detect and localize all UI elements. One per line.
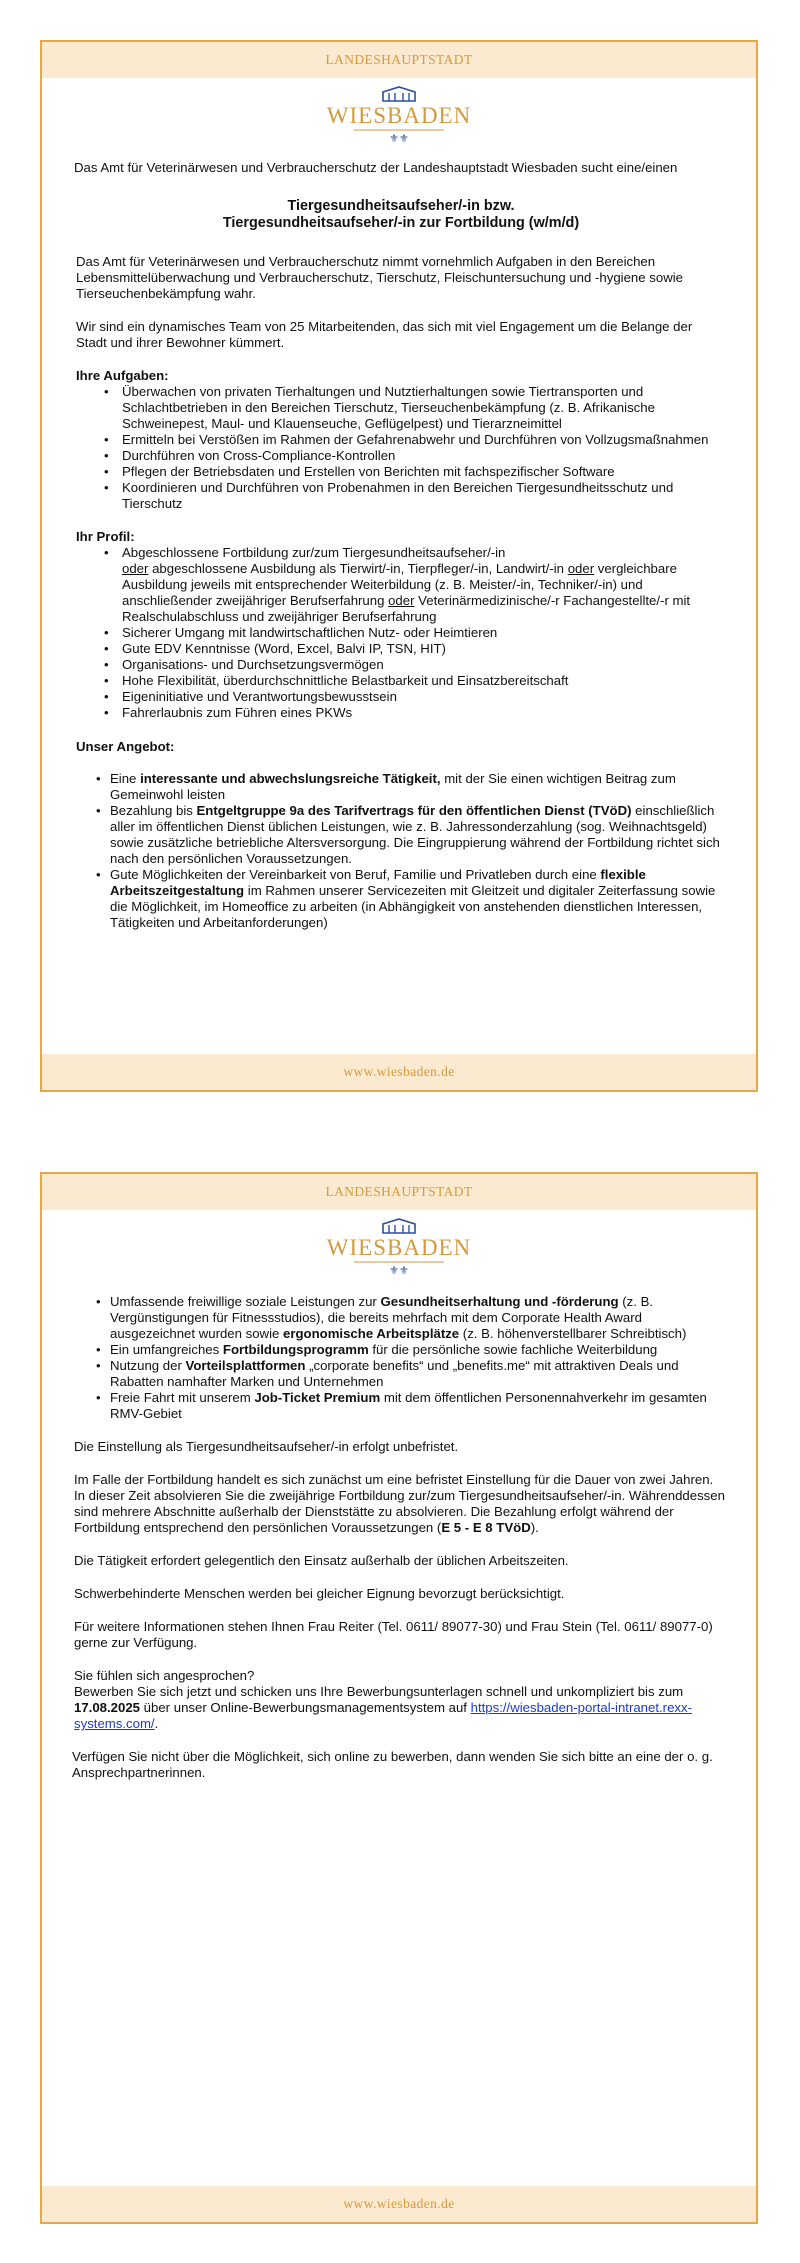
profile-first-a: Abgeschlossene Fortbildung zur/zum Tiergesundheitsaufseher/-in bbox=[122, 545, 506, 560]
profile-first-b: abgeschlossene Ausbildung als Tierwirt/-in, Tierpfleger/-in, Landwirt/-in bbox=[148, 561, 568, 576]
offer-title: Unser Angebot: bbox=[76, 739, 175, 754]
or-underlined: oder bbox=[388, 593, 415, 608]
offline-text: Verfügen Sie nicht über die Möglichkeit, sich online zu bewerben, dann wenden Sie sich bitte an eine der o. g. Ansprechpartnerinnen. bbox=[72, 1749, 713, 1780]
page-2 bbox=[40, 1172, 758, 2224]
offer-highlight: Fortbildungsprogramm bbox=[222, 1342, 369, 1357]
list-item: • Pflegen der Betriebsdaten und Erstellen von Berichten mit fachspezifischer Software bbox=[122, 464, 726, 480]
apply-main-2: über unser Online-Bewerbungsmanagementsystem auf bbox=[140, 1700, 471, 1715]
about-text: Das Amt für Veterinärwesen und Verbraucherschutz nimmt vornehmlich Aufgaben in den Bereichen Lebensmittelüberwachung und Verbraucherschutz, Tierschutz, Fleischuntersuchung und -hygiene sowie Tierseuchenbekämpfung wahr. bbox=[76, 254, 683, 301]
list-item bbox=[110, 771, 726, 803]
offer-text: für die persönliche sowie fachliche Weiterbildung bbox=[368, 1342, 658, 1357]
apply-question: Sie fühlen sich angesprochen? bbox=[74, 1668, 255, 1683]
logo-wordmark: WIESBADEN bbox=[326, 103, 472, 128]
page-1 bbox=[40, 40, 758, 1092]
list-item bbox=[110, 1390, 726, 1422]
apply-main: Bewerben Sie sich jetzt und schicken uns Ihre Bewerbungsunterlagen schnell und unkompliziert bis zum bbox=[74, 1684, 684, 1699]
list-item: • Organisations- und Durchsetzungsvermögen bbox=[122, 657, 726, 673]
offer-text: „corporate benefits“ und „benefits.me“ mit attraktiven Deals und Rabatten namhafter Marken und Unternehmen bbox=[110, 1358, 679, 1389]
profile-title: Ihr Profil: bbox=[76, 529, 135, 544]
tasks-title: Ihre Aufgaben: bbox=[76, 368, 169, 383]
application-portal-link[interactable]: https://wiesbaden-portal-intranet.rexx-systems.com/ bbox=[74, 1700, 692, 1731]
intro-text: Das Amt für Veterinärwesen und Verbraucherschutz der Landeshauptstadt Wiesbaden sucht eine/einen bbox=[74, 160, 678, 175]
offer-highlight: Entgeltgruppe 9a des Tarifvertrags für den öffentlichen Dienst (TVöD) bbox=[196, 803, 632, 818]
offer-highlight: ergonomische Arbeitsplätze bbox=[283, 1326, 460, 1341]
offer-text: mit der Sie einen wichtigen Beitrag zum Gemeinwohl leisten bbox=[110, 771, 676, 802]
lilies-icon bbox=[354, 1260, 444, 1276]
city-hall-icon bbox=[379, 1218, 419, 1234]
header-label: LANDESHAUPTSTADT bbox=[325, 52, 473, 67]
wiesbaden-logo bbox=[42, 1218, 756, 1276]
profile-first-d: Veterinärmedizinische/-r Fachangestellte/-r mit Realschulabschluss und zweijähriger Berufserfahrung bbox=[122, 593, 691, 624]
list-item: • Fahrerlaubnis zum Führen eines PKWs bbox=[122, 705, 726, 721]
offer-text: (z. B. höhenverstellbarer Schreibtisch) bbox=[459, 1326, 687, 1341]
or-underlined: oder bbox=[567, 561, 595, 576]
city-hall-icon bbox=[379, 86, 419, 102]
profile-list bbox=[76, 545, 726, 721]
svg-text:⚜⚜: ⚜⚜ bbox=[389, 1264, 409, 1276]
job-title-line-1: Tiergesundheitsaufseher/-in bzw. bbox=[287, 198, 515, 214]
wiesbaden-logo bbox=[42, 86, 756, 144]
offer-text: Gute Möglichkeiten der Vereinbarkeit von Beruf, Familie und Privatleben durch eine bbox=[110, 867, 601, 882]
offer-highlight: Gesundheitserhaltung und -förderung bbox=[380, 1294, 619, 1309]
list-item: • Überwachen von privaten Tierhaltungen und Nutztierhaltungen sowie Tiertransporten und Schlachtbetrieben in den Bereichen Tierschutz, Tierseuchenbekämpfung (z. B. Afrikanische Schweinepest, Maul- und Klauenseuche, Geflügelpest) und Tierarzneimittel bbox=[122, 384, 726, 432]
list-item: • Koordinieren und Durchführen von Probenahmen in den Bereichen Tiergesundheitsschutz und Tierschutz bbox=[122, 480, 726, 512]
offer-list-page-2 bbox=[76, 1294, 726, 1422]
schwerbehindert-text: Schwerbehinderte Menschen werden bei gleicher Eignung bevorzugt berücksichtigt. bbox=[74, 1586, 565, 1601]
offer-text: Freie Fahrt mit unserem bbox=[110, 1390, 255, 1405]
team-text: Wir sind ein dynamisches Team von 25 Mitarbeitenden, das sich mit viel Engagement um die Belange der Stadt und ihrer Bewohner kümmert. bbox=[76, 319, 693, 350]
list-item: • Sicherer Umgang mit landwirtschaftlichen Nutz- oder Heimtieren bbox=[122, 625, 726, 641]
offer-text: im Rahmen unserer Servicezeiten mit Gleitzeit und digitaler Zeiterfassung sowie die Möglichkeit, im Homeoffice zu arbeiten (in Abhängigkeit von anstehenden dienstlichen Interessen, Tätigkeiten und Arbeitanforderungen) bbox=[110, 883, 716, 930]
apply-deadline: 17.08.2025 bbox=[74, 1700, 141, 1715]
fortbildung-text bbox=[74, 1472, 726, 1536]
job-title-line-2: Tiergesundheitsaufseher/-in zur Fortbildung (w/m/d) bbox=[222, 215, 580, 231]
footer-band bbox=[42, 2186, 756, 2222]
unbefristet-text: Die Einstellung als Tiergesundheitsaufseher/-in erfolgt unbefristet. bbox=[74, 1439, 459, 1454]
offer-highlight: Vorteilsplattformen bbox=[185, 1358, 306, 1373]
list-item: • Durchführen von Cross-Compliance-Kontrollen bbox=[122, 448, 726, 464]
svg-text:⚜⚜: ⚜⚜ bbox=[389, 132, 409, 144]
list-item: • Ermitteln bei Verstößen im Rahmen der Gefahrenabwehr und Durchführen von Vollzugsmaßnahmen bbox=[122, 432, 726, 448]
list-item bbox=[110, 803, 726, 867]
offer-text: Bezahlung bis bbox=[110, 803, 197, 818]
offer-highlight: interessante und abwechslungsreiche Tätigkeit, bbox=[140, 771, 441, 786]
offer-text: einschließlich aller im öffentlichen Dienst üblichen Leistungen, wie z. B. Jahressonderzahlung (sog. Weihnachtsgeld) sowie zusätzliche betriebliche Altersversorgung. Die Eingruppierung während der Fortbildung richtet sich nach den persönlichen Voraussetzungen. bbox=[110, 803, 720, 866]
apply-text bbox=[74, 1668, 726, 1732]
or-underlined: oder bbox=[122, 561, 149, 576]
logo-wordmark: WIESBADEN bbox=[326, 1235, 472, 1260]
einsatz-text: Die Tätigkeit erfordert gelegentlich den Einsatz außerhalb der üblichen Arbeitszeiten. bbox=[74, 1553, 569, 1568]
offer-text: Nutzung der bbox=[110, 1358, 186, 1373]
offer-text: (z. B. Vergünstigungen für Fitnessstudios), die bereits mehrfach mit dem Corporate Health Award ausgezeichnet wurden sowie bbox=[110, 1294, 654, 1341]
apply-end: . bbox=[154, 1716, 159, 1731]
pay-grade: E 5 - E 8 TVöD bbox=[441, 1520, 531, 1535]
tasks-list bbox=[76, 384, 726, 512]
list-item bbox=[110, 1358, 726, 1390]
list-item: • Gute EDV Kenntnisse (Word, Excel, Balvi IP, TSN, HIT) bbox=[122, 641, 726, 657]
fortbildung-main: Im Falle der Fortbildung handelt es sich zunächst um eine befristet Einstellung für die Dauer von zwei Jahren. In dieser Zeit absolvieren Sie die zweijährige Fortbildung zur/zum Tiergesundheitsaufseher/-in. Währenddessen sind mehrere Abschnitte außerhalb der Dienststätte zu absolvieren. Die Bezahlung erfolgt während der Fortbildung entsprechend den persönlichen Voraussetzungen ( bbox=[74, 1472, 725, 1535]
header-band bbox=[42, 42, 756, 78]
footer-website[interactable]: www.wiesbaden.de bbox=[343, 1064, 455, 1079]
list-item: • Eigeninitiative und Verantwortungsbewusstsein bbox=[122, 689, 726, 705]
offer-text: Umfassende freiwillige soziale Leistungen zur bbox=[110, 1294, 381, 1309]
offer-highlight: Job-Ticket Premium bbox=[254, 1390, 381, 1405]
header-band bbox=[42, 1174, 756, 1210]
list-item bbox=[110, 867, 726, 931]
page-1-content bbox=[76, 160, 726, 931]
lilies-icon bbox=[354, 128, 444, 144]
offer-highlight: flexible Arbeitszeitgestaltung bbox=[110, 867, 646, 898]
page-2-content bbox=[72, 1294, 726, 1781]
offer-text: Eine bbox=[110, 771, 141, 786]
footer-band bbox=[42, 1054, 756, 1090]
header-label: LANDESHAUPTSTADT bbox=[325, 1184, 473, 1199]
list-item: • Hohe Flexibilität, überdurchschnittliche Belastbarkeit und Einsatzbereitschaft bbox=[122, 673, 726, 689]
footer-website[interactable]: www.wiesbaden.de bbox=[343, 2196, 455, 2211]
offer-list-page-1 bbox=[76, 771, 726, 931]
list-item bbox=[110, 1342, 726, 1358]
offer-text: Ein umfangreiches bbox=[110, 1342, 223, 1357]
job-title bbox=[76, 198, 726, 232]
contact-text: Für weitere Informationen stehen Ihnen Frau Reiter (Tel. 0611/ 89077-30) und Frau Stein (Tel. 0611/ 89077-0) gerne zur Verfügung. bbox=[74, 1619, 713, 1650]
offer-text: mit dem öffentlichen Personennahverkehr im gesamten RMV-Gebiet bbox=[110, 1390, 707, 1421]
profile-first-c: vergleichbare Ausbildung jeweils mit entsprechender Weiterbildung (z. B. Meister/-in, Techniker/-in) und anschließender zweijähriger Berufserfahrung bbox=[122, 561, 677, 608]
list-item bbox=[122, 545, 726, 625]
fortbildung-end: ). bbox=[530, 1520, 539, 1535]
list-item bbox=[110, 1294, 726, 1342]
